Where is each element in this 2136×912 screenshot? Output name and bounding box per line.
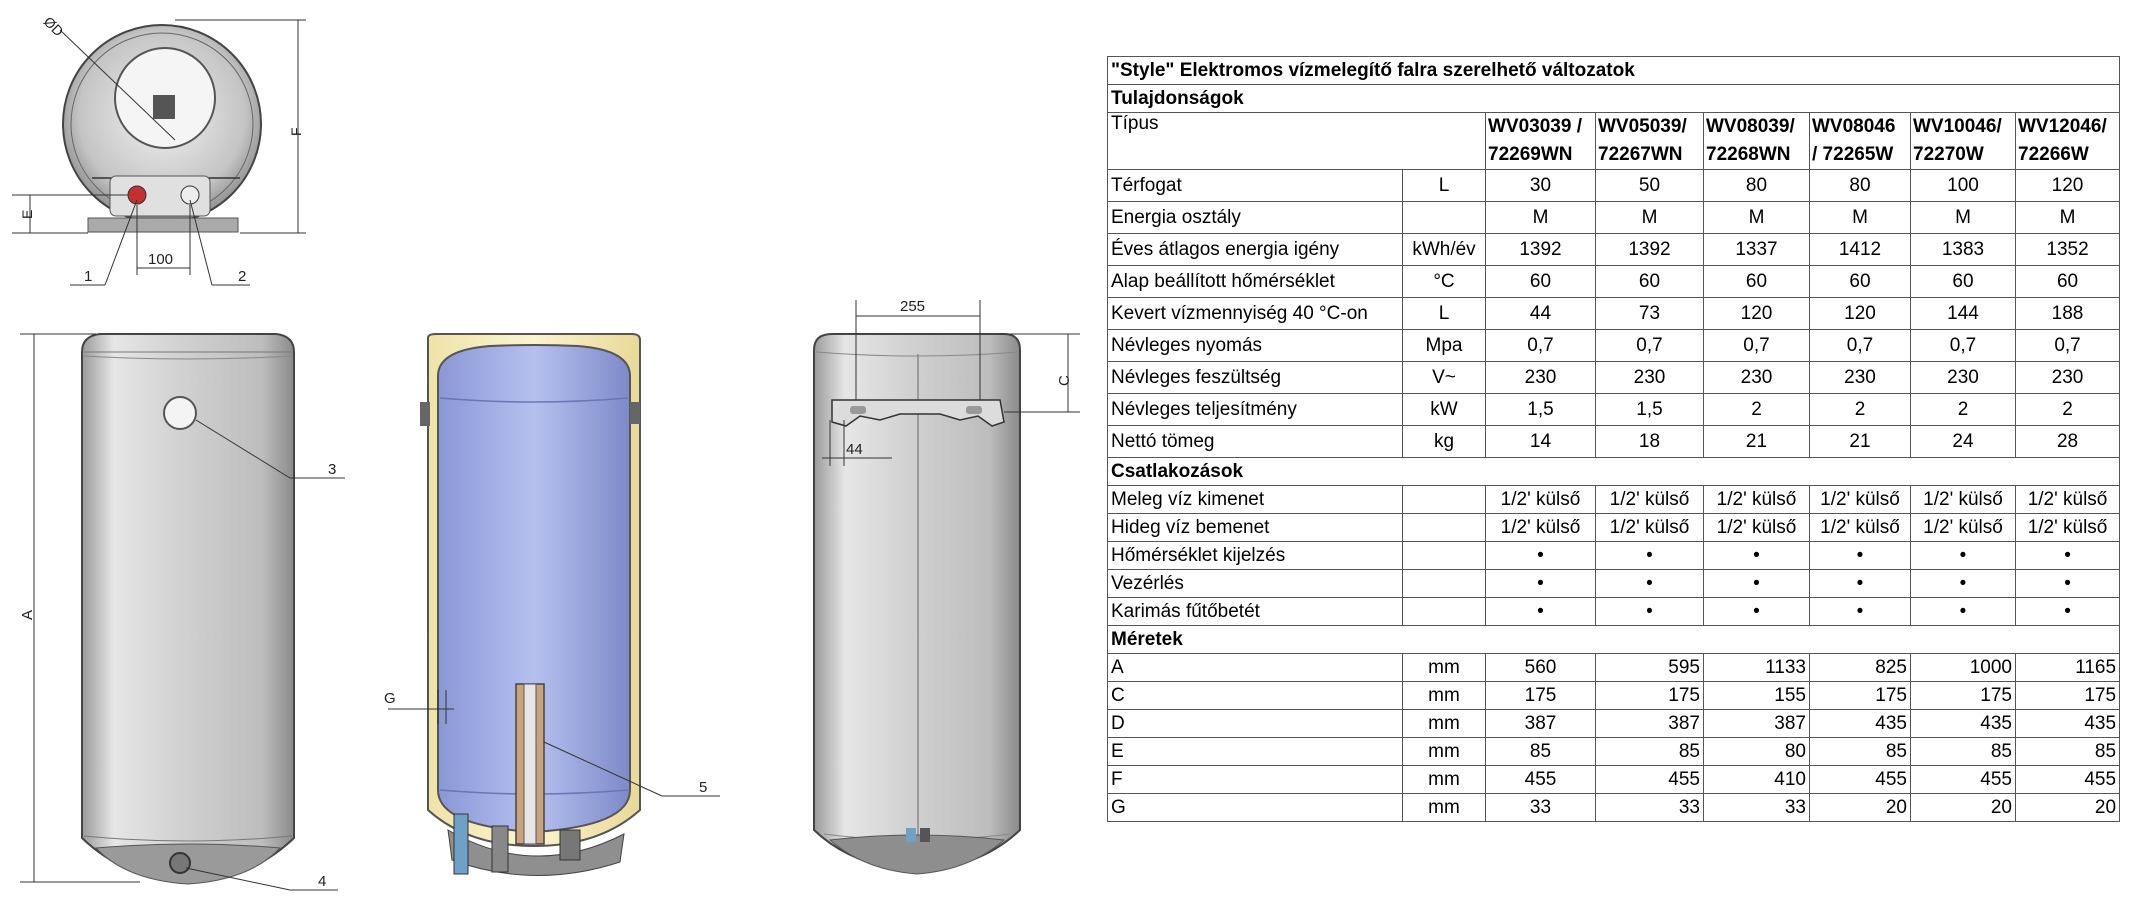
row-value: M: [1810, 202, 1911, 234]
row-value: 1/2' külső: [1810, 486, 1911, 514]
row-value: •: [1486, 598, 1596, 626]
row-value: •: [1810, 542, 1911, 570]
row-value: 85: [1486, 738, 1596, 766]
top-view-foot: [88, 218, 238, 232]
row-label: Nettó tömeg: [1108, 426, 1403, 458]
row-value: •: [1596, 598, 1704, 626]
row-value: 455: [2016, 766, 2120, 794]
row-value: 1/2' külső: [1810, 514, 1911, 542]
row-value: 1/2' külső: [1596, 514, 1704, 542]
model-header: WV03039 / 72269WN: [1486, 113, 1596, 170]
row-value: 155: [1704, 682, 1810, 710]
row-label: Alap beállított hőmérséklet: [1108, 266, 1403, 298]
row-value: •: [1810, 570, 1911, 598]
row-value: 387: [1596, 710, 1704, 738]
row-value: 24: [1911, 426, 2016, 458]
callout-2: 2: [238, 268, 247, 285]
table-row: [1108, 682, 2120, 710]
row-value: 20: [2016, 794, 2120, 822]
row-value: 1/2' külső: [1486, 486, 1596, 514]
row-value: 435: [1810, 710, 1911, 738]
row-unit: [1403, 514, 1486, 542]
row-value: 120: [1810, 298, 1911, 330]
row-value: 230: [2016, 362, 2120, 394]
row-value: 60: [1911, 266, 2016, 298]
label-44: 44: [846, 441, 863, 458]
row-value: 2: [1704, 394, 1810, 426]
row-unit: Mpa: [1403, 330, 1486, 362]
table-row: [1108, 514, 2120, 542]
row-value: 2: [2016, 394, 2120, 426]
row-label: Névleges feszültség: [1108, 362, 1403, 394]
row-value: 175: [2016, 682, 2120, 710]
label-100: 100: [148, 251, 174, 268]
row-value: M: [1704, 202, 1810, 234]
row-unit: V~: [1403, 362, 1486, 394]
table-row: [1108, 654, 2120, 682]
row-value: •: [2016, 570, 2120, 598]
row-value: 455: [1810, 766, 1911, 794]
section-view: [384, 334, 720, 876]
table-row: [1108, 298, 2120, 330]
row-value: 33: [1596, 794, 1704, 822]
row-value: 80: [1810, 170, 1911, 202]
row-unit: °C: [1403, 266, 1486, 298]
row-value: 100: [1911, 170, 2016, 202]
row-label: Energia osztály: [1108, 202, 1403, 234]
model-header: WV05039/ 72267WN: [1596, 113, 1704, 170]
row-value: 435: [2016, 710, 2120, 738]
row-value: 44: [1486, 298, 1596, 330]
row-value: 60: [1810, 266, 1911, 298]
row-unit: L: [1403, 170, 1486, 202]
row-value: 0,7: [1810, 330, 1911, 362]
row-value: •: [1486, 542, 1596, 570]
row-unit: [1403, 570, 1486, 598]
row-value: 1412: [1810, 234, 1911, 266]
table-row: [1108, 234, 2120, 266]
row-value: 144: [1911, 298, 2016, 330]
row-value: 1,5: [1596, 394, 1704, 426]
row-value: 20: [1911, 794, 2016, 822]
row-value: 1,5: [1486, 394, 1596, 426]
row-value: M: [2016, 202, 2120, 234]
row-label: D: [1108, 710, 1403, 738]
callout-4: 4: [318, 873, 327, 890]
row-label: G: [1108, 794, 1403, 822]
row-unit: [1403, 598, 1486, 626]
type-label: Típus: [1108, 113, 1403, 170]
row-value: M: [1596, 202, 1704, 234]
row-label: E: [1108, 738, 1403, 766]
label-d: ØD: [40, 13, 67, 40]
table-row: [1108, 486, 2120, 514]
row-value: 230: [1596, 362, 1704, 394]
row-value: 1392: [1596, 234, 1704, 266]
row-value: 1/2' külső: [1704, 514, 1810, 542]
model-header: WV08039/ 72268WN: [1704, 113, 1810, 170]
row-unit: mm: [1403, 654, 1486, 682]
spec-table: [1107, 56, 2120, 822]
row-label: Hideg víz bemenet: [1108, 514, 1403, 542]
callout-3: 3: [328, 461, 337, 478]
row-label: Vezérlés: [1108, 570, 1403, 598]
row-label: Névleges teljesítmény: [1108, 394, 1403, 426]
row-value: 825: [1810, 654, 1911, 682]
row-label: F: [1108, 766, 1403, 794]
row-value: •: [1704, 570, 1810, 598]
row-value: •: [1911, 570, 2016, 598]
row-value: 85: [1911, 738, 2016, 766]
label-c: C: [1056, 375, 1073, 386]
row-value: 455: [1596, 766, 1704, 794]
row-value: 1133: [1704, 654, 1810, 682]
row-label: A: [1108, 654, 1403, 682]
top-view: [12, 13, 306, 285]
table-row: [1108, 330, 2120, 362]
row-value: 0,7: [2016, 330, 2120, 362]
row-unit: mm: [1403, 682, 1486, 710]
front-view: [19, 334, 345, 890]
row-value: 33: [1704, 794, 1810, 822]
row-value: 18: [1596, 426, 1704, 458]
row-unit: kWh/év: [1403, 234, 1486, 266]
table-row: [1108, 170, 2120, 202]
row-value: 1000: [1911, 654, 2016, 682]
row-value: 1/2' külső: [1704, 486, 1810, 514]
row-value: 1/2' külső: [2016, 486, 2120, 514]
row-label: Térfogat: [1108, 170, 1403, 202]
row-value: 1392: [1486, 234, 1596, 266]
table-row: [1108, 710, 2120, 738]
row-label: Kevert vízmennyiség 40 °C-on: [1108, 298, 1403, 330]
model-header: WV12046/ 72266W: [2016, 113, 2120, 170]
regulator-4: [170, 853, 190, 873]
row-unit: [1403, 486, 1486, 514]
row-value: 175: [1911, 682, 2016, 710]
row-label: Karimás fűtőbetét: [1108, 598, 1403, 626]
back-view: [814, 298, 1080, 874]
row-value: 230: [1810, 362, 1911, 394]
table-row: [1108, 542, 2120, 570]
table-row: [1108, 394, 2120, 426]
row-value: 387: [1704, 710, 1810, 738]
row-value: 85: [2016, 738, 2120, 766]
row-value: 1352: [2016, 234, 2120, 266]
row-value: 60: [2016, 266, 2120, 298]
section-connections: Csatlakozások: [1108, 458, 2120, 486]
row-value: 455: [1486, 766, 1596, 794]
row-value: 560: [1486, 654, 1596, 682]
row-value: 230: [1704, 362, 1810, 394]
row-value: 20: [1810, 794, 1911, 822]
table-title: "Style" Elektromos vízmelegítő falra szerelhető változatok: [1108, 57, 2120, 85]
row-label: Hőmérséklet kijelzés: [1108, 542, 1403, 570]
label-e: E: [19, 209, 35, 219]
row-value: 1337: [1704, 234, 1810, 266]
section-dimensions: Méretek: [1108, 626, 2120, 654]
row-unit: mm: [1403, 738, 1486, 766]
row-value: 120: [2016, 170, 2120, 202]
row-value: 1383: [1911, 234, 2016, 266]
table-row: [1108, 266, 2120, 298]
row-unit: mm: [1403, 794, 1486, 822]
row-value: 21: [1810, 426, 1911, 458]
row-label: Meleg víz kimenet: [1108, 486, 1403, 514]
row-value: 175: [1596, 682, 1704, 710]
row-value: 1/2' külső: [2016, 514, 2120, 542]
row-unit: mm: [1403, 766, 1486, 794]
row-value: 120: [1704, 298, 1810, 330]
row-value: 1/2' külső: [1911, 514, 2016, 542]
label-255: 255: [900, 298, 926, 315]
section-properties: Tulajdonságok: [1108, 85, 2120, 113]
row-value: 175: [1486, 682, 1596, 710]
row-value: 0,7: [1911, 330, 2016, 362]
model-header: WV10046/ 72270W: [1911, 113, 2016, 170]
thermometer-3: [164, 397, 196, 429]
row-unit: kW: [1403, 394, 1486, 426]
row-value: 1165: [2016, 654, 2120, 682]
callout-5: 5: [699, 779, 708, 796]
row-value: 80: [1704, 170, 1810, 202]
model-header: WV08046 / 72265W: [1810, 113, 1911, 170]
row-value: M: [1911, 202, 2016, 234]
row-unit: [1403, 542, 1486, 570]
row-value: 80: [1704, 738, 1810, 766]
row-value: 85: [1810, 738, 1911, 766]
row-value: 230: [1486, 362, 1596, 394]
row-value: 0,7: [1704, 330, 1810, 362]
row-value: •: [1810, 598, 1911, 626]
table-row: [1108, 362, 2120, 394]
row-unit: [1403, 202, 1486, 234]
row-value: 175: [1810, 682, 1911, 710]
row-value: 0,7: [1596, 330, 1704, 362]
row-value: 410: [1704, 766, 1810, 794]
row-value: 1/2' külső: [1911, 486, 2016, 514]
table-row: [1108, 426, 2120, 458]
row-value: 2: [1911, 394, 2016, 426]
row-value: •: [1911, 542, 2016, 570]
table-row: [1108, 794, 2120, 822]
table-row: [1108, 738, 2120, 766]
row-value: 0,7: [1486, 330, 1596, 362]
row-label: Éves átlagos energia igény: [1108, 234, 1403, 266]
row-value: •: [1911, 598, 2016, 626]
row-value: 28: [2016, 426, 2120, 458]
row-value: 60: [1486, 266, 1596, 298]
row-value: 14: [1486, 426, 1596, 458]
row-value: •: [1704, 598, 1810, 626]
label-a: A: [19, 609, 36, 620]
row-value: 60: [1704, 266, 1810, 298]
row-value: 1/2' külső: [1486, 514, 1596, 542]
row-value: 1/2' külső: [1596, 486, 1704, 514]
row-value: •: [1704, 542, 1810, 570]
row-value: 21: [1704, 426, 1810, 458]
label-f: F: [288, 127, 304, 136]
row-unit: L: [1403, 298, 1486, 330]
back-view-bottom-cover: [830, 835, 1004, 874]
row-value: 2: [1810, 394, 1911, 426]
row-value: 230: [1911, 362, 2016, 394]
row-value: 60: [1596, 266, 1704, 298]
row-value: •: [1596, 570, 1704, 598]
label-g: G: [384, 690, 396, 707]
row-value: 50: [1596, 170, 1704, 202]
row-value: •: [1596, 542, 1704, 570]
row-label: Névleges nyomás: [1108, 330, 1403, 362]
row-value: 595: [1596, 654, 1704, 682]
row-value: 435: [1911, 710, 2016, 738]
row-value: 387: [1486, 710, 1596, 738]
row-label: C: [1108, 682, 1403, 710]
row-value: M: [1486, 202, 1596, 234]
row-value: 455: [1911, 766, 2016, 794]
row-unit: kg: [1403, 426, 1486, 458]
row-value: 188: [2016, 298, 2120, 330]
row-value: 73: [1596, 298, 1704, 330]
table-row: [1108, 766, 2120, 794]
row-value: •: [2016, 598, 2120, 626]
row-value: •: [2016, 542, 2120, 570]
spec-table-container: [1107, 56, 2119, 822]
callout-1: 1: [84, 268, 93, 285]
row-value: 30: [1486, 170, 1596, 202]
table-row: [1108, 570, 2120, 598]
row-value: •: [1486, 570, 1596, 598]
table-row: [1108, 202, 2120, 234]
row-value: 85: [1596, 738, 1704, 766]
row-value: 33: [1486, 794, 1596, 822]
table-row: [1108, 598, 2120, 626]
row-unit: mm: [1403, 710, 1486, 738]
